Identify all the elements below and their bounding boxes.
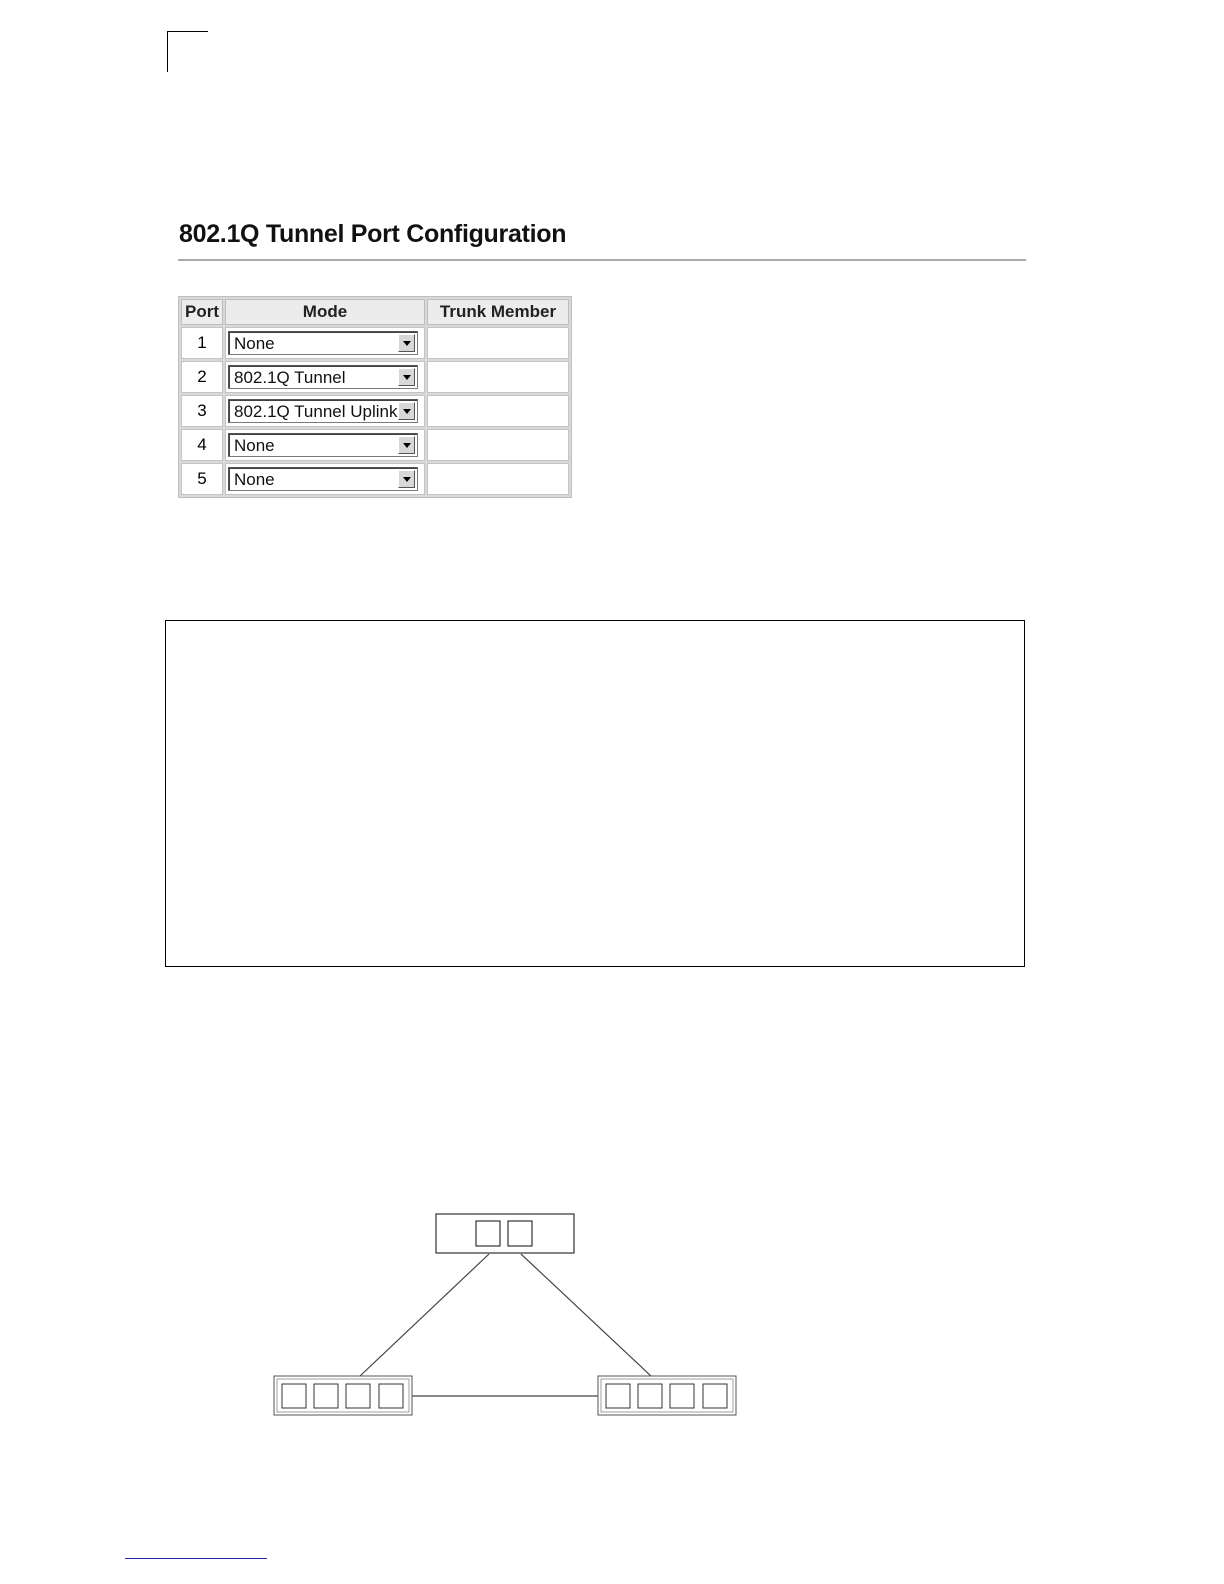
footer-rule — [125, 1558, 267, 1559]
mode-select-value: 802.1Q Tunnel Uplink — [234, 402, 398, 421]
column-header-mode: Mode — [225, 299, 425, 325]
top-switch — [436, 1214, 574, 1253]
switch-port-icon — [638, 1384, 662, 1408]
port-number: 2 — [181, 361, 223, 393]
left-switch — [274, 1376, 412, 1415]
switch-port-icon — [508, 1221, 532, 1246]
switch-port-icon — [282, 1384, 306, 1408]
column-header-trunk-member: Trunk Member — [427, 299, 569, 325]
switch-port-icon — [606, 1384, 630, 1408]
switch-port-icon — [379, 1384, 403, 1408]
switch-port-icon — [670, 1384, 694, 1408]
port-number: 5 — [181, 463, 223, 495]
switch-port-icon — [703, 1384, 727, 1408]
mode-select-value: None — [234, 436, 275, 455]
right-switch — [598, 1376, 736, 1415]
link-top-left — [360, 1254, 489, 1376]
switch-port-icon — [346, 1384, 370, 1408]
column-header-port: Port — [181, 299, 223, 325]
switch-port-icon — [476, 1221, 500, 1246]
switch-port-icon — [314, 1384, 338, 1408]
port-number: 4 — [181, 429, 223, 461]
link-top-right — [521, 1254, 651, 1376]
mode-select-value: 802.1Q Tunnel — [234, 368, 346, 387]
port-number: 1 — [181, 327, 223, 359]
port-number: 3 — [181, 395, 223, 427]
page-title: 802.1Q Tunnel Port Configuration — [179, 220, 567, 248]
mode-select-value: None — [234, 470, 275, 489]
mode-select-value: None — [234, 334, 275, 353]
